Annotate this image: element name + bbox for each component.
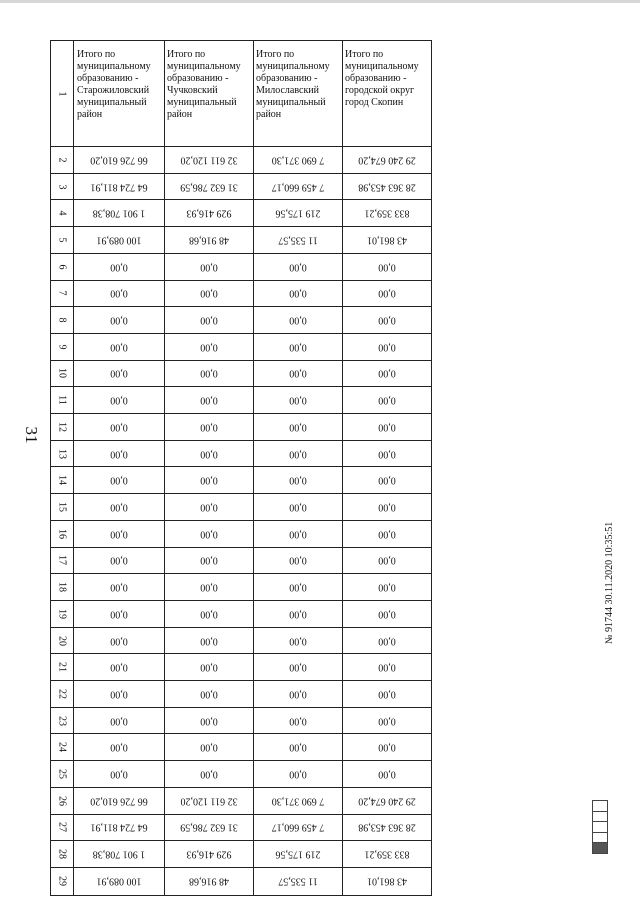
value-cell bbox=[254, 414, 343, 441]
cell-value: 0,00 bbox=[289, 394, 307, 406]
cell-value: 219 175,56 bbox=[275, 207, 321, 219]
value-cell bbox=[343, 254, 431, 281]
row-name-cell bbox=[343, 41, 431, 147]
value-cell bbox=[343, 494, 431, 521]
cell-value: 0,00 bbox=[378, 448, 396, 460]
value-cell bbox=[165, 334, 254, 361]
cell-value: 0,00 bbox=[110, 661, 128, 673]
cell-value: 28 363 453,98 bbox=[358, 181, 416, 193]
cell-value: 0,00 bbox=[110, 448, 128, 460]
cell-value: 64 724 811,91 bbox=[90, 821, 148, 833]
cell-value: 0,00 bbox=[110, 421, 128, 433]
value-cell bbox=[165, 200, 254, 227]
row-name-cell bbox=[74, 41, 165, 147]
value-cell bbox=[165, 307, 254, 334]
cell-value: 29 240 674,20 bbox=[358, 795, 416, 807]
column-header-20: 20 bbox=[51, 628, 74, 655]
column-header-7: 7 bbox=[51, 281, 74, 308]
value-cell bbox=[343, 734, 431, 761]
cell-value: 0,00 bbox=[378, 688, 396, 700]
column-header-21: 21 bbox=[51, 654, 74, 681]
value-cell bbox=[74, 494, 165, 521]
column-header-12: 12 bbox=[51, 414, 74, 441]
value-cell bbox=[343, 307, 431, 334]
cell-value: 7 690 371,30 bbox=[271, 154, 325, 166]
cell-value: 7 459 660,17 bbox=[271, 181, 325, 193]
value-cell bbox=[165, 441, 254, 468]
cell-value: 0,00 bbox=[110, 367, 128, 379]
cell-value: 0,00 bbox=[110, 688, 128, 700]
value-cell bbox=[74, 815, 165, 842]
column-header-4: 4 bbox=[51, 200, 74, 227]
value-cell bbox=[254, 254, 343, 281]
value-cell bbox=[165, 414, 254, 441]
column-header-25: 25 bbox=[51, 761, 74, 788]
value-cell bbox=[165, 227, 254, 254]
value-cell bbox=[343, 654, 431, 681]
value-cell bbox=[343, 868, 431, 895]
cell-value: 0,00 bbox=[110, 341, 128, 353]
cell-value: 929 416,93 bbox=[186, 207, 232, 219]
value-cell bbox=[74, 254, 165, 281]
value-cell bbox=[343, 147, 431, 174]
cell-value: 0,00 bbox=[378, 394, 396, 406]
column-header-15: 15 bbox=[51, 494, 74, 521]
value-cell bbox=[74, 307, 165, 334]
cell-value: 0,00 bbox=[110, 768, 128, 780]
value-cell bbox=[74, 548, 165, 575]
value-cell bbox=[254, 601, 343, 628]
column-header-10: 10 bbox=[51, 361, 74, 388]
column-header-27: 27 bbox=[51, 815, 74, 842]
cell-value: 0,00 bbox=[110, 581, 128, 593]
value-cell bbox=[74, 361, 165, 388]
cell-value: 0,00 bbox=[289, 341, 307, 353]
value-cell bbox=[254, 841, 343, 868]
column-header-3: 3 bbox=[51, 174, 74, 201]
value-cell bbox=[74, 467, 165, 494]
column-header-23: 23 bbox=[51, 708, 74, 735]
value-cell bbox=[254, 548, 343, 575]
value-cell bbox=[74, 281, 165, 308]
value-cell bbox=[165, 361, 254, 388]
value-cell bbox=[343, 467, 431, 494]
cell-value: 833 359,21 bbox=[364, 848, 410, 860]
cell-value: 219 175,56 bbox=[275, 848, 321, 860]
value-cell bbox=[74, 521, 165, 548]
cell-value: 0,00 bbox=[378, 421, 396, 433]
cell-value: 0,00 bbox=[200, 501, 218, 513]
cell-value: 31 632 786,59 bbox=[180, 821, 238, 833]
value-cell bbox=[165, 254, 254, 281]
cell-value: 31 632 786,59 bbox=[180, 181, 238, 193]
column-header-19: 19 bbox=[51, 601, 74, 628]
value-cell bbox=[74, 174, 165, 201]
value-cell bbox=[254, 681, 343, 708]
cell-value: 0,00 bbox=[110, 635, 128, 646]
value-cell bbox=[343, 548, 431, 575]
value-cell bbox=[343, 708, 431, 735]
value-cell bbox=[165, 574, 254, 601]
value-cell bbox=[343, 574, 431, 601]
column-header-16: 16 bbox=[51, 521, 74, 548]
cell-value: 0,00 bbox=[200, 528, 218, 540]
value-cell bbox=[74, 414, 165, 441]
value-cell bbox=[343, 174, 431, 201]
value-cell bbox=[165, 601, 254, 628]
value-cell bbox=[165, 147, 254, 174]
row-name-cell bbox=[165, 41, 254, 147]
cell-value: 0,00 bbox=[200, 394, 218, 406]
column-header-22: 22 bbox=[51, 681, 74, 708]
cell-value: 32 611 120,20 bbox=[180, 154, 238, 166]
value-cell bbox=[343, 601, 431, 628]
cell-value: 100 089,91 bbox=[96, 875, 142, 887]
cell-value: 0,00 bbox=[200, 261, 218, 273]
value-cell bbox=[165, 788, 254, 815]
cell-value: 0,00 bbox=[378, 635, 396, 646]
cell-value: 48 916,68 bbox=[189, 875, 229, 887]
column-header-1: 1 bbox=[51, 41, 74, 147]
value-cell bbox=[254, 815, 343, 842]
cell-value: 11 535,57 bbox=[278, 875, 318, 887]
barcode-seal-icon bbox=[592, 800, 608, 854]
value-cell bbox=[165, 681, 254, 708]
value-cell bbox=[165, 548, 254, 575]
value-cell bbox=[343, 815, 431, 842]
cell-value: 0,00 bbox=[200, 741, 218, 753]
value-cell bbox=[254, 441, 343, 468]
cell-value: 0,00 bbox=[200, 715, 218, 727]
column-header-8: 8 bbox=[51, 307, 74, 334]
cell-value: 0,00 bbox=[200, 287, 218, 299]
value-cell bbox=[74, 654, 165, 681]
value-cell bbox=[165, 708, 254, 735]
value-cell bbox=[254, 361, 343, 388]
cell-value: 0,00 bbox=[289, 554, 307, 566]
column-header-14: 14 bbox=[51, 467, 74, 494]
cell-value: 0,00 bbox=[289, 314, 307, 326]
column-header-2: 2 bbox=[51, 147, 74, 174]
cell-value: 0,00 bbox=[110, 715, 128, 727]
cell-value: 0,00 bbox=[110, 554, 128, 566]
value-cell bbox=[254, 628, 343, 655]
row-name: Итого по муниципальному образованию - Старожиловский муниципальный район bbox=[77, 49, 151, 120]
cell-value: 0,00 bbox=[289, 448, 307, 460]
cell-value: 0,00 bbox=[110, 741, 128, 753]
value-cell bbox=[254, 334, 343, 361]
cell-value: 0,00 bbox=[289, 635, 307, 646]
value-cell bbox=[343, 200, 431, 227]
cell-value: 0,00 bbox=[289, 474, 307, 486]
value-cell bbox=[343, 441, 431, 468]
cell-value: 0,00 bbox=[378, 715, 396, 727]
value-cell bbox=[254, 307, 343, 334]
cell-value: 0,00 bbox=[110, 394, 128, 406]
row-name: Итого по муниципальному образованию - Чучковский муниципальный район bbox=[167, 49, 241, 120]
cell-value: 0,00 bbox=[378, 287, 396, 299]
cell-value: 48 916,68 bbox=[189, 234, 229, 246]
value-cell bbox=[165, 281, 254, 308]
cell-value: 43 861,01 bbox=[367, 234, 407, 246]
cell-value: 29 240 674,20 bbox=[358, 154, 416, 166]
value-cell bbox=[254, 521, 343, 548]
value-cell bbox=[74, 761, 165, 788]
column-header-5: 5 bbox=[51, 227, 74, 254]
cell-value: 0,00 bbox=[110, 314, 128, 326]
cell-value: 0,00 bbox=[289, 715, 307, 727]
cell-value: 929 416,93 bbox=[186, 848, 232, 860]
value-cell bbox=[254, 281, 343, 308]
cell-value: 0,00 bbox=[200, 768, 218, 780]
scan-top-edge bbox=[0, 0, 640, 3]
cell-value: 0,00 bbox=[289, 768, 307, 780]
column-header-28: 28 bbox=[51, 841, 74, 868]
cell-value: 0,00 bbox=[289, 501, 307, 513]
cell-value: 0,00 bbox=[289, 741, 307, 753]
cell-value: 0,00 bbox=[289, 688, 307, 700]
value-cell bbox=[254, 467, 343, 494]
value-cell bbox=[74, 708, 165, 735]
value-cell bbox=[254, 200, 343, 227]
value-cell bbox=[74, 227, 165, 254]
cell-value: 7 690 371,30 bbox=[271, 795, 325, 807]
value-cell bbox=[165, 494, 254, 521]
value-cell bbox=[343, 521, 431, 548]
cell-value: 0,00 bbox=[378, 474, 396, 486]
value-cell bbox=[74, 441, 165, 468]
value-cell bbox=[343, 334, 431, 361]
cell-value: 0,00 bbox=[289, 421, 307, 433]
cell-value: 64 724 811,91 bbox=[90, 181, 148, 193]
data-table bbox=[50, 40, 432, 896]
value-cell bbox=[343, 761, 431, 788]
cell-value: 0,00 bbox=[200, 341, 218, 353]
value-cell bbox=[254, 788, 343, 815]
row-name: Итого по муниципальному образованию - городской округ город Скопин bbox=[345, 49, 419, 108]
value-cell bbox=[74, 628, 165, 655]
value-cell bbox=[254, 147, 343, 174]
cell-value: 0,00 bbox=[289, 367, 307, 379]
value-cell bbox=[74, 681, 165, 708]
cell-value: 0,00 bbox=[200, 314, 218, 326]
value-cell bbox=[254, 494, 343, 521]
value-cell bbox=[254, 227, 343, 254]
cell-value: 0,00 bbox=[378, 341, 396, 353]
cell-value: 0,00 bbox=[378, 608, 396, 620]
value-cell bbox=[165, 387, 254, 414]
value-cell bbox=[74, 334, 165, 361]
cell-value: 0,00 bbox=[289, 261, 307, 273]
cell-value: 0,00 bbox=[200, 608, 218, 620]
value-cell bbox=[343, 361, 431, 388]
cell-value: 0,00 bbox=[110, 608, 128, 620]
value-cell bbox=[74, 788, 165, 815]
cell-value: 0,00 bbox=[378, 528, 396, 540]
value-cell bbox=[165, 815, 254, 842]
registration-stamp: № 91744 30.11.2020 10:35:51 bbox=[604, 521, 615, 644]
value-cell bbox=[343, 414, 431, 441]
page-number: 31 bbox=[22, 426, 41, 444]
row-name-cell bbox=[254, 41, 343, 147]
value-cell bbox=[165, 868, 254, 895]
cell-value: 0,00 bbox=[289, 528, 307, 540]
cell-value: 0,00 bbox=[200, 581, 218, 593]
value-cell bbox=[254, 708, 343, 735]
column-header-11: 11 bbox=[51, 387, 74, 414]
cell-value: 0,00 bbox=[378, 661, 396, 673]
value-cell bbox=[74, 734, 165, 761]
cell-value: 28 363 453,98 bbox=[358, 821, 416, 833]
cell-value: 0,00 bbox=[110, 261, 128, 273]
cell-value: 0,00 bbox=[200, 688, 218, 700]
value-cell bbox=[254, 761, 343, 788]
cell-value: 0,00 bbox=[378, 261, 396, 273]
cell-value: 0,00 bbox=[378, 581, 396, 593]
cell-value: 0,00 bbox=[200, 367, 218, 379]
value-cell bbox=[74, 868, 165, 895]
column-header-9: 9 bbox=[51, 334, 74, 361]
value-cell bbox=[254, 387, 343, 414]
column-header-18: 18 bbox=[51, 574, 74, 601]
cell-value: 0,00 bbox=[289, 581, 307, 593]
cell-value: 0,00 bbox=[200, 421, 218, 433]
column-header-6: 6 bbox=[51, 254, 74, 281]
column-header-26: 26 bbox=[51, 788, 74, 815]
value-cell bbox=[165, 521, 254, 548]
cell-value: 66 726 610,20 bbox=[90, 154, 148, 166]
column-header-17: 17 bbox=[51, 548, 74, 575]
value-cell bbox=[165, 467, 254, 494]
cell-value: 0,00 bbox=[378, 367, 396, 379]
value-cell bbox=[165, 654, 254, 681]
cell-value: 43 861,01 bbox=[367, 875, 407, 887]
value-cell bbox=[74, 574, 165, 601]
value-cell bbox=[343, 387, 431, 414]
cell-value: 32 611 120,20 bbox=[180, 795, 238, 807]
value-cell bbox=[74, 601, 165, 628]
cell-value: 0,00 bbox=[110, 501, 128, 513]
value-cell bbox=[165, 734, 254, 761]
value-cell bbox=[74, 387, 165, 414]
row-name: Итого по муниципальному образованию - Милославский муниципальный район bbox=[256, 49, 330, 120]
value-cell bbox=[343, 841, 431, 868]
value-cell bbox=[254, 574, 343, 601]
value-cell bbox=[254, 174, 343, 201]
cell-value: 0,00 bbox=[378, 768, 396, 780]
value-cell bbox=[343, 681, 431, 708]
value-cell bbox=[74, 841, 165, 868]
cell-value: 0,00 bbox=[378, 741, 396, 753]
cell-value: 0,00 bbox=[200, 635, 218, 646]
value-cell bbox=[74, 200, 165, 227]
value-cell bbox=[343, 788, 431, 815]
value-cell bbox=[343, 281, 431, 308]
cell-value: 0,00 bbox=[378, 314, 396, 326]
value-cell bbox=[74, 147, 165, 174]
value-cell bbox=[165, 628, 254, 655]
column-header-24: 24 bbox=[51, 734, 74, 761]
cell-value: 0,00 bbox=[110, 287, 128, 299]
cell-value: 7 459 660,17 bbox=[271, 821, 325, 833]
value-cell bbox=[165, 174, 254, 201]
cell-value: 0,00 bbox=[378, 501, 396, 513]
cell-value: 0,00 bbox=[289, 608, 307, 620]
value-cell bbox=[254, 654, 343, 681]
cell-value: 833 359,21 bbox=[364, 207, 410, 219]
cell-value: 11 535,57 bbox=[278, 234, 318, 246]
column-header-29: 29 bbox=[51, 868, 74, 895]
cell-value: 1 901 708,38 bbox=[92, 848, 146, 860]
cell-value: 0,00 bbox=[200, 448, 218, 460]
value-cell bbox=[343, 227, 431, 254]
cell-value: 1 901 708,38 bbox=[92, 207, 146, 219]
cell-value: 0,00 bbox=[378, 554, 396, 566]
cell-value: 0,00 bbox=[200, 661, 218, 673]
cell-value: 100 089,91 bbox=[96, 234, 142, 246]
cell-value: 0,00 bbox=[110, 528, 128, 540]
value-cell bbox=[343, 628, 431, 655]
value-cell bbox=[254, 868, 343, 895]
cell-value: 66 726 610,20 bbox=[90, 795, 148, 807]
column-header-13: 13 bbox=[51, 441, 74, 468]
value-cell bbox=[165, 841, 254, 868]
cell-value: 0,00 bbox=[110, 474, 128, 486]
cell-value: 0,00 bbox=[200, 554, 218, 566]
value-cell bbox=[165, 761, 254, 788]
cell-value: 0,00 bbox=[289, 661, 307, 673]
value-cell bbox=[254, 734, 343, 761]
cell-value: 0,00 bbox=[200, 474, 218, 486]
cell-value: 0,00 bbox=[289, 287, 307, 299]
